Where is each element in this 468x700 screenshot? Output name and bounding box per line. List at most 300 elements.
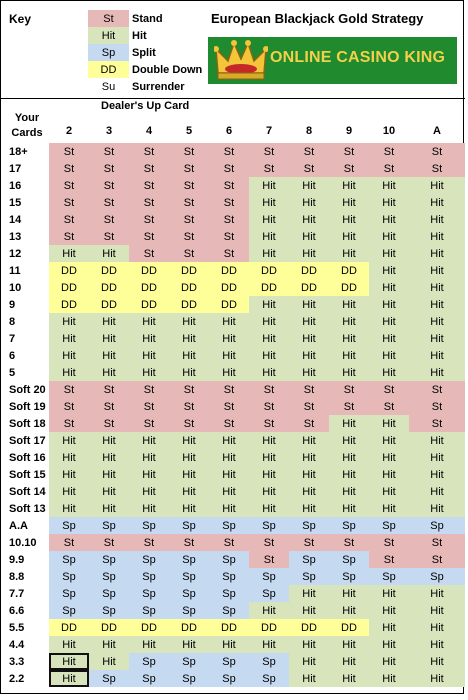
- strategy-cell[interactable]: Hit: [289, 228, 329, 245]
- strategy-cell[interactable]: Hit: [249, 364, 289, 381]
- strategy-cell[interactable]: Hit: [129, 347, 169, 364]
- strategy-cell[interactable]: Sp: [209, 670, 249, 687]
- strategy-cell[interactable]: St: [129, 194, 169, 211]
- strategy-cell[interactable]: Sp: [169, 602, 209, 619]
- strategy-cell[interactable]: Hit: [209, 636, 249, 653]
- strategy-cell[interactable]: Hit: [369, 296, 409, 313]
- strategy-cell[interactable]: St: [409, 398, 465, 415]
- strategy-cell[interactable]: St: [49, 194, 89, 211]
- strategy-cell[interactable]: Sp: [329, 517, 369, 534]
- strategy-cell[interactable]: St: [129, 398, 169, 415]
- strategy-cell[interactable]: St: [329, 143, 369, 160]
- strategy-cell[interactable]: St: [329, 381, 369, 398]
- strategy-cell[interactable]: Hit: [369, 602, 409, 619]
- strategy-cell[interactable]: Hit: [89, 483, 129, 500]
- strategy-cell[interactable]: Hit: [409, 296, 465, 313]
- strategy-cell[interactable]: Hit: [129, 449, 169, 466]
- strategy-cell[interactable]: St: [249, 160, 289, 177]
- strategy-cell[interactable]: DD: [169, 279, 209, 296]
- strategy-cell[interactable]: Sp: [169, 670, 209, 687]
- strategy-cell[interactable]: Hit: [129, 432, 169, 449]
- strategy-cell[interactable]: Hit: [169, 364, 209, 381]
- strategy-cell[interactable]: Hit: [249, 432, 289, 449]
- strategy-cell[interactable]: St: [129, 534, 169, 551]
- strategy-cell[interactable]: Hit: [329, 636, 369, 653]
- strategy-cell[interactable]: St: [209, 211, 249, 228]
- strategy-cell[interactable]: Hit: [89, 330, 129, 347]
- strategy-cell[interactable]: St: [129, 177, 169, 194]
- strategy-cell[interactable]: St: [49, 415, 89, 432]
- strategy-cell[interactable]: Hit: [249, 347, 289, 364]
- strategy-cell[interactable]: Hit: [169, 636, 209, 653]
- strategy-cell[interactable]: DD: [129, 262, 169, 279]
- strategy-cell[interactable]: DD: [89, 279, 129, 296]
- strategy-cell[interactable]: St: [289, 534, 329, 551]
- strategy-cell[interactable]: St: [209, 534, 249, 551]
- strategy-cell[interactable]: St: [209, 228, 249, 245]
- strategy-cell[interactable]: St: [49, 381, 89, 398]
- strategy-cell[interactable]: Hit: [89, 636, 129, 653]
- strategy-cell[interactable]: Sp: [129, 602, 169, 619]
- strategy-cell[interactable]: Hit: [169, 313, 209, 330]
- strategy-cell[interactable]: Hit: [409, 211, 465, 228]
- strategy-cell[interactable]: St: [89, 398, 129, 415]
- strategy-cell[interactable]: Hit: [369, 211, 409, 228]
- strategy-cell[interactable]: Hit: [249, 500, 289, 517]
- strategy-cell[interactable]: Sp: [89, 551, 129, 568]
- strategy-cell[interactable]: Hit: [329, 245, 369, 262]
- strategy-cell[interactable]: Hit: [329, 500, 369, 517]
- strategy-cell[interactable]: Hit: [409, 245, 465, 262]
- strategy-cell[interactable]: Hit: [49, 347, 89, 364]
- strategy-cell[interactable]: St: [409, 160, 465, 177]
- strategy-cell[interactable]: Hit: [289, 500, 329, 517]
- strategy-cell[interactable]: Hit: [49, 245, 89, 262]
- strategy-cell[interactable]: Hit: [129, 313, 169, 330]
- strategy-cell[interactable]: Hit: [409, 585, 465, 602]
- strategy-cell[interactable]: Hit: [129, 364, 169, 381]
- strategy-cell[interactable]: Hit: [369, 228, 409, 245]
- strategy-cell[interactable]: DD: [329, 279, 369, 296]
- strategy-cell[interactable]: St: [249, 381, 289, 398]
- strategy-cell[interactable]: Hit: [289, 466, 329, 483]
- strategy-cell[interactable]: St: [209, 398, 249, 415]
- strategy-cell[interactable]: St: [129, 143, 169, 160]
- strategy-cell[interactable]: DD: [249, 262, 289, 279]
- strategy-cell[interactable]: Hit: [289, 245, 329, 262]
- strategy-cell[interactable]: DD: [329, 619, 369, 636]
- strategy-cell[interactable]: Hit: [169, 500, 209, 517]
- strategy-cell[interactable]: Hit: [369, 415, 409, 432]
- strategy-cell[interactable]: Hit: [209, 364, 249, 381]
- strategy-cell[interactable]: Hit: [289, 585, 329, 602]
- strategy-cell[interactable]: Hit: [329, 585, 369, 602]
- strategy-cell[interactable]: Hit: [329, 415, 369, 432]
- strategy-cell[interactable]: Hit: [329, 653, 369, 670]
- strategy-cell[interactable]: Hit: [89, 245, 129, 262]
- strategy-cell[interactable]: Hit: [169, 466, 209, 483]
- strategy-cell[interactable]: Sp: [49, 602, 89, 619]
- strategy-cell[interactable]: Sp: [289, 551, 329, 568]
- strategy-cell[interactable]: Hit: [49, 500, 89, 517]
- strategy-cell[interactable]: Hit: [369, 245, 409, 262]
- strategy-cell[interactable]: Sp: [209, 653, 249, 670]
- strategy-cell[interactable]: St: [329, 160, 369, 177]
- strategy-cell[interactable]: Hit: [369, 449, 409, 466]
- strategy-cell[interactable]: Hit: [289, 364, 329, 381]
- strategy-cell[interactable]: Sp: [369, 517, 409, 534]
- strategy-cell[interactable]: Hit: [369, 585, 409, 602]
- strategy-cell[interactable]: Hit: [209, 466, 249, 483]
- strategy-cell[interactable]: Hit: [409, 177, 465, 194]
- strategy-cell[interactable]: Hit: [329, 602, 369, 619]
- strategy-cell[interactable]: DD: [289, 279, 329, 296]
- strategy-cell[interactable]: Hit: [409, 602, 465, 619]
- strategy-cell[interactable]: St: [249, 551, 289, 568]
- strategy-cell[interactable]: St: [249, 398, 289, 415]
- strategy-cell[interactable]: St: [209, 194, 249, 211]
- strategy-cell[interactable]: Hit: [129, 483, 169, 500]
- strategy-cell[interactable]: Hit: [329, 194, 369, 211]
- strategy-cell[interactable]: Hit: [49, 364, 89, 381]
- strategy-cell[interactable]: DD: [49, 279, 89, 296]
- strategy-cell[interactable]: Hit: [329, 432, 369, 449]
- strategy-cell[interactable]: Hit: [409, 466, 465, 483]
- strategy-cell[interactable]: Hit: [249, 194, 289, 211]
- strategy-cell[interactable]: Sp: [89, 602, 129, 619]
- strategy-cell[interactable]: Hit: [329, 347, 369, 364]
- strategy-cell[interactable]: Hit: [249, 330, 289, 347]
- strategy-cell[interactable]: St: [169, 381, 209, 398]
- strategy-cell[interactable]: Sp: [409, 568, 465, 585]
- strategy-cell[interactable]: Sp: [209, 551, 249, 568]
- strategy-cell[interactable]: Sp: [169, 585, 209, 602]
- strategy-cell[interactable]: St: [209, 415, 249, 432]
- strategy-cell[interactable]: Hit: [49, 636, 89, 653]
- strategy-cell[interactable]: St: [169, 415, 209, 432]
- strategy-cell[interactable]: St: [289, 381, 329, 398]
- strategy-cell[interactable]: St: [169, 534, 209, 551]
- strategy-cell[interactable]: St: [209, 143, 249, 160]
- strategy-cell[interactable]: St: [249, 143, 289, 160]
- strategy-cell[interactable]: St: [289, 143, 329, 160]
- strategy-cell[interactable]: Hit: [169, 449, 209, 466]
- strategy-cell[interactable]: Hit: [409, 313, 465, 330]
- strategy-cell[interactable]: Hit: [49, 653, 89, 670]
- strategy-cell[interactable]: Hit: [289, 313, 329, 330]
- strategy-cell[interactable]: Hit: [409, 432, 465, 449]
- strategy-cell[interactable]: St: [369, 160, 409, 177]
- strategy-cell[interactable]: Hit: [329, 228, 369, 245]
- strategy-cell[interactable]: St: [169, 143, 209, 160]
- strategy-cell[interactable]: Hit: [249, 636, 289, 653]
- strategy-cell[interactable]: Hit: [289, 432, 329, 449]
- strategy-cell[interactable]: Sp: [49, 551, 89, 568]
- strategy-cell[interactable]: Hit: [89, 500, 129, 517]
- strategy-cell[interactable]: Sp: [169, 551, 209, 568]
- strategy-cell[interactable]: Sp: [209, 517, 249, 534]
- strategy-cell[interactable]: Sp: [49, 568, 89, 585]
- strategy-cell[interactable]: DD: [49, 262, 89, 279]
- strategy-cell[interactable]: St: [89, 211, 129, 228]
- strategy-cell[interactable]: DD: [249, 279, 289, 296]
- strategy-cell[interactable]: Hit: [409, 636, 465, 653]
- strategy-cell[interactable]: Sp: [129, 585, 169, 602]
- strategy-cell[interactable]: Hit: [409, 347, 465, 364]
- strategy-cell[interactable]: Hit: [209, 483, 249, 500]
- strategy-cell[interactable]: St: [49, 534, 89, 551]
- strategy-cell[interactable]: Hit: [329, 449, 369, 466]
- strategy-cell[interactable]: Hit: [369, 194, 409, 211]
- strategy-cell[interactable]: Hit: [169, 432, 209, 449]
- strategy-cell[interactable]: DD: [329, 262, 369, 279]
- strategy-cell[interactable]: Hit: [209, 330, 249, 347]
- strategy-cell[interactable]: Hit: [369, 670, 409, 687]
- strategy-cell[interactable]: St: [409, 534, 465, 551]
- strategy-cell[interactable]: St: [49, 160, 89, 177]
- strategy-cell[interactable]: St: [249, 415, 289, 432]
- strategy-cell[interactable]: Hit: [89, 364, 129, 381]
- strategy-cell[interactable]: Sp: [369, 568, 409, 585]
- strategy-cell[interactable]: Hit: [209, 432, 249, 449]
- strategy-cell[interactable]: Hit: [249, 177, 289, 194]
- strategy-cell[interactable]: DD: [209, 279, 249, 296]
- strategy-cell[interactable]: St: [49, 177, 89, 194]
- strategy-cell[interactable]: DD: [169, 262, 209, 279]
- strategy-cell[interactable]: St: [369, 534, 409, 551]
- strategy-cell[interactable]: Hit: [329, 466, 369, 483]
- strategy-cell[interactable]: Hit: [289, 296, 329, 313]
- strategy-cell[interactable]: Sp: [49, 517, 89, 534]
- strategy-cell[interactable]: St: [369, 398, 409, 415]
- strategy-cell[interactable]: Sp: [89, 568, 129, 585]
- strategy-cell[interactable]: Hit: [289, 330, 329, 347]
- strategy-cell[interactable]: Hit: [49, 432, 89, 449]
- strategy-cell[interactable]: Sp: [89, 585, 129, 602]
- strategy-cell[interactable]: Hit: [329, 364, 369, 381]
- strategy-cell[interactable]: Sp: [289, 517, 329, 534]
- strategy-cell[interactable]: St: [209, 381, 249, 398]
- strategy-cell[interactable]: Hit: [369, 466, 409, 483]
- strategy-cell[interactable]: St: [89, 160, 129, 177]
- strategy-cell[interactable]: DD: [89, 619, 129, 636]
- strategy-cell[interactable]: St: [89, 534, 129, 551]
- strategy-cell[interactable]: St: [209, 160, 249, 177]
- strategy-cell[interactable]: St: [49, 228, 89, 245]
- strategy-cell[interactable]: Hit: [369, 347, 409, 364]
- strategy-cell[interactable]: Hit: [249, 228, 289, 245]
- strategy-cell[interactable]: St: [249, 534, 289, 551]
- strategy-cell[interactable]: Hit: [409, 279, 465, 296]
- strategy-cell[interactable]: Hit: [329, 483, 369, 500]
- strategy-cell[interactable]: St: [329, 534, 369, 551]
- strategy-cell[interactable]: St: [409, 381, 465, 398]
- strategy-cell[interactable]: Hit: [329, 313, 369, 330]
- strategy-cell[interactable]: St: [169, 398, 209, 415]
- strategy-cell[interactable]: Hit: [209, 500, 249, 517]
- strategy-cell[interactable]: Hit: [169, 330, 209, 347]
- strategy-cell[interactable]: Hit: [289, 636, 329, 653]
- strategy-cell[interactable]: Hit: [369, 364, 409, 381]
- strategy-cell[interactable]: DD: [89, 262, 129, 279]
- strategy-cell[interactable]: Hit: [369, 653, 409, 670]
- strategy-cell[interactable]: Sp: [169, 517, 209, 534]
- strategy-cell[interactable]: Hit: [409, 619, 465, 636]
- strategy-cell[interactable]: Hit: [89, 313, 129, 330]
- strategy-cell[interactable]: Hit: [409, 653, 465, 670]
- strategy-cell[interactable]: Hit: [129, 500, 169, 517]
- strategy-cell[interactable]: Hit: [89, 653, 129, 670]
- strategy-cell[interactable]: Hit: [409, 194, 465, 211]
- strategy-cell[interactable]: Hit: [249, 245, 289, 262]
- strategy-cell[interactable]: Sp: [129, 653, 169, 670]
- strategy-cell[interactable]: Hit: [49, 313, 89, 330]
- strategy-cell[interactable]: St: [89, 415, 129, 432]
- strategy-cell[interactable]: St: [289, 398, 329, 415]
- strategy-cell[interactable]: Hit: [89, 466, 129, 483]
- strategy-cell[interactable]: St: [89, 194, 129, 211]
- strategy-cell[interactable]: Hit: [409, 449, 465, 466]
- strategy-cell[interactable]: Hit: [409, 500, 465, 517]
- strategy-cell[interactable]: St: [129, 228, 169, 245]
- strategy-cell[interactable]: Hit: [409, 330, 465, 347]
- strategy-cell[interactable]: Hit: [409, 262, 465, 279]
- strategy-cell[interactable]: Hit: [289, 211, 329, 228]
- strategy-cell[interactable]: Hit: [369, 432, 409, 449]
- strategy-cell[interactable]: Sp: [129, 670, 169, 687]
- strategy-cell[interactable]: DD: [249, 619, 289, 636]
- strategy-cell[interactable]: St: [169, 177, 209, 194]
- strategy-cell[interactable]: Sp: [169, 568, 209, 585]
- strategy-cell[interactable]: St: [169, 211, 209, 228]
- strategy-cell[interactable]: DD: [129, 296, 169, 313]
- strategy-cell[interactable]: Hit: [49, 466, 89, 483]
- strategy-cell[interactable]: DD: [209, 296, 249, 313]
- strategy-cell[interactable]: Hit: [369, 500, 409, 517]
- strategy-cell[interactable]: St: [289, 415, 329, 432]
- strategy-cell[interactable]: Hit: [369, 279, 409, 296]
- strategy-cell[interactable]: St: [409, 143, 465, 160]
- strategy-cell[interactable]: Sp: [249, 653, 289, 670]
- strategy-cell[interactable]: St: [289, 160, 329, 177]
- strategy-cell[interactable]: Hit: [329, 296, 369, 313]
- strategy-cell[interactable]: Sp: [249, 568, 289, 585]
- strategy-cell[interactable]: Hit: [289, 194, 329, 211]
- strategy-cell[interactable]: DD: [129, 279, 169, 296]
- strategy-cell[interactable]: DD: [169, 619, 209, 636]
- strategy-cell[interactable]: St: [369, 551, 409, 568]
- strategy-cell[interactable]: Hit: [409, 228, 465, 245]
- strategy-cell[interactable]: DD: [289, 262, 329, 279]
- strategy-cell[interactable]: Hit: [49, 483, 89, 500]
- strategy-cell[interactable]: Hit: [369, 313, 409, 330]
- strategy-cell[interactable]: St: [169, 194, 209, 211]
- strategy-cell[interactable]: Hit: [289, 347, 329, 364]
- strategy-cell[interactable]: Hit: [249, 313, 289, 330]
- strategy-cell[interactable]: Hit: [289, 602, 329, 619]
- strategy-cell[interactable]: St: [369, 381, 409, 398]
- strategy-cell[interactable]: St: [129, 415, 169, 432]
- strategy-cell[interactable]: DD: [209, 262, 249, 279]
- strategy-cell[interactable]: Hit: [89, 432, 129, 449]
- strategy-cell[interactable]: St: [369, 143, 409, 160]
- strategy-cell[interactable]: Hit: [129, 330, 169, 347]
- strategy-cell[interactable]: DD: [49, 296, 89, 313]
- strategy-cell[interactable]: Hit: [129, 466, 169, 483]
- strategy-cell[interactable]: St: [49, 211, 89, 228]
- strategy-cell[interactable]: Hit: [289, 653, 329, 670]
- strategy-cell[interactable]: Sp: [289, 568, 329, 585]
- strategy-cell[interactable]: Hit: [209, 449, 249, 466]
- strategy-cell[interactable]: Hit: [329, 330, 369, 347]
- strategy-cell[interactable]: Sp: [129, 568, 169, 585]
- strategy-cell[interactable]: Hit: [49, 330, 89, 347]
- strategy-cell[interactable]: Sp: [209, 585, 249, 602]
- strategy-cell[interactable]: Hit: [89, 347, 129, 364]
- strategy-cell[interactable]: DD: [209, 619, 249, 636]
- strategy-cell[interactable]: St: [89, 143, 129, 160]
- strategy-cell[interactable]: Hit: [249, 466, 289, 483]
- strategy-cell[interactable]: St: [129, 211, 169, 228]
- strategy-cell[interactable]: Hit: [329, 177, 369, 194]
- strategy-cell[interactable]: Hit: [169, 483, 209, 500]
- strategy-cell[interactable]: Hit: [369, 619, 409, 636]
- strategy-cell[interactable]: St: [409, 551, 465, 568]
- strategy-cell[interactable]: Hit: [249, 449, 289, 466]
- strategy-cell[interactable]: Hit: [369, 177, 409, 194]
- strategy-cell[interactable]: Hit: [409, 364, 465, 381]
- strategy-cell[interactable]: DD: [49, 619, 89, 636]
- strategy-cell[interactable]: Sp: [49, 585, 89, 602]
- strategy-cell[interactable]: St: [169, 228, 209, 245]
- strategy-cell[interactable]: Hit: [169, 347, 209, 364]
- strategy-cell[interactable]: Sp: [129, 517, 169, 534]
- strategy-cell[interactable]: Sp: [209, 568, 249, 585]
- strategy-cell[interactable]: Sp: [89, 670, 129, 687]
- strategy-cell[interactable]: Hit: [249, 483, 289, 500]
- strategy-cell[interactable]: Hit: [289, 670, 329, 687]
- strategy-cell[interactable]: St: [89, 381, 129, 398]
- strategy-cell[interactable]: DD: [89, 296, 129, 313]
- strategy-cell[interactable]: DD: [289, 619, 329, 636]
- strategy-cell[interactable]: Sp: [329, 551, 369, 568]
- strategy-cell[interactable]: Sp: [329, 568, 369, 585]
- strategy-cell[interactable]: Hit: [409, 483, 465, 500]
- strategy-cell[interactable]: Hit: [249, 211, 289, 228]
- strategy-cell[interactable]: St: [209, 177, 249, 194]
- strategy-cell[interactable]: Hit: [329, 211, 369, 228]
- strategy-cell[interactable]: St: [169, 160, 209, 177]
- strategy-cell[interactable]: Sp: [129, 551, 169, 568]
- strategy-cell[interactable]: St: [169, 245, 209, 262]
- strategy-cell[interactable]: Hit: [209, 347, 249, 364]
- strategy-cell[interactable]: Hit: [289, 483, 329, 500]
- strategy-cell[interactable]: St: [409, 415, 465, 432]
- strategy-cell[interactable]: Sp: [169, 653, 209, 670]
- strategy-cell[interactable]: Sp: [249, 517, 289, 534]
- strategy-cell[interactable]: Hit: [409, 670, 465, 687]
- strategy-cell[interactable]: DD: [129, 619, 169, 636]
- strategy-cell[interactable]: St: [129, 381, 169, 398]
- strategy-cell[interactable]: Hit: [289, 449, 329, 466]
- strategy-cell[interactable]: Hit: [369, 483, 409, 500]
- strategy-cell[interactable]: Hit: [209, 313, 249, 330]
- strategy-cell[interactable]: Hit: [249, 602, 289, 619]
- strategy-cell[interactable]: Hit: [369, 330, 409, 347]
- strategy-cell[interactable]: Sp: [89, 517, 129, 534]
- strategy-cell[interactable]: Hit: [249, 296, 289, 313]
- strategy-cell[interactable]: Sp: [249, 670, 289, 687]
